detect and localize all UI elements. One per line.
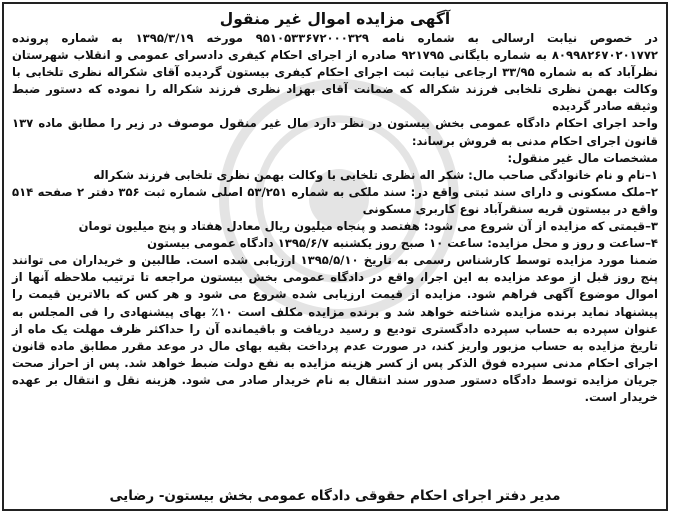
spec-item-owner: ۱–نام و نام خانوادگی صاحب مال: شکر اله نظری تلخابی با وکالت بهمن نظری تلخابی فرزند شکراله xyxy=(93,167,658,182)
spec-item-price: ۳–قیمتی که مزایده از آن شروع می شود: هفتصد و پنجاه میلیون ریال معادل هفتاد و پنج میلیون تومان xyxy=(78,219,658,234)
specs-heading: مشخصات مال غیر منقول: xyxy=(507,150,658,165)
notice-body xyxy=(4,30,666,406)
intro-paragraph: در خصوص نیابت ارسالی به شماره نامه ۹۵۱۰۵۳۳۶۷۲۰۰۰۳۲۹ مورخه ۱۳۹۵/۳/۱۹ به شماره پرونده ۸۰۹۹۸۲۶۷۰۲۰۱۷۷۲ به شماره بایگانی ۹۲۱۷۹۵ صادره از اجرای احکام کیفری دادسرای عمومی و انقلاب شهرستان نظرآباد که به شماره ۳۳/۹۵ ارجاعی نیابت ثبت اجرای احکام کیفری بیستون گردیده آقای شکراله نظری تلخابی با وکالت بهمن نظری تلخابی فرزند شکراله که ضمانت آقای بهزاد نظری فرزند شکراله را نموده که دستور ضبط وثیقه صادر گردیده xyxy=(12,31,658,114)
spec-item-property: ۲–ملک مسکونی و دارای سند ثبتی واقع در: سند ملکی به شماره ۵۳/۲۵۱ اصلی شماره ثبت ۳۵۶ دفتر ۲ صفحه ۵۱۴ واقع در بیستون قریه سنقرآباد نوع کاربری مسکونی xyxy=(12,184,658,216)
notice-frame xyxy=(2,2,668,511)
closing-paragraph: ضمنا مورد مزایده توسط کارشناس رسمی به تاریخ ۱۳۹۵/۵/۱۰ ارزیابی شده است. طالبین و خریداران می توانند پنج روز قبل از موعد مزایده به این اجرا، واقع در دادگاه عمومی بخش بیستون مراجعه تا ترتیب ملاحظه آنها از اموال موضوع آگهی فراهم شود. مزایده از قیمت ارزیابی شده شروع می شود و هر کس که بالاترین قیمت را پیشنهاد نماید برنده مزایده شناخته خواهد شد و برنده مزایده مکلف است ۱۰٪ بهای پیشنهادی را فی المجلس به عنوان سپرده به حساب سپرده دادگستری تودیع و رسید دریافت و باقیمانده آن را حداکثر ظرف مهلت یک ماه از تاریخ مزایده به حساب مزبور واریز کند، در صورت عدم پرداخت بقیه بهای مال در موعد مقرر مطابق ماده قانون اجرای احکام مدنی سپرده فوق الذکر پس از کسر هزینه مزایده به نفع دولت ضبط خواهد شد. پس از احراز صحت جریان مزایده توسط دادگاه دستور صدور سند انتقال به نام خریدار صادر می شود. هزینه نقل و انتقال بر عهده خریدار است. xyxy=(12,253,658,404)
notice-title: آگهی مزایده اموال غیر منقول xyxy=(219,10,451,28)
signature-line: مدیر دفتر اجرای احکام حقوقی دادگاه عمومی بخش بیستون- رضایی xyxy=(109,488,561,504)
sale-paragraph: واحد اجرای احکام دادگاه عمومی بخش بیستون در نظر دارد مال غیر منقول موصوف در زیر را مطابق ماده ۱۳۷ قانون اجرای احکام مدنی به فروش برساند: xyxy=(12,116,658,148)
spec-item-time-place: ۴–ساعت و روز و محل مزایده: ساعت ۱۰ صبح روز یکشنبه ۱۳۹۵/۶/۷ دادگاه عمومی بیستون xyxy=(147,236,658,251)
